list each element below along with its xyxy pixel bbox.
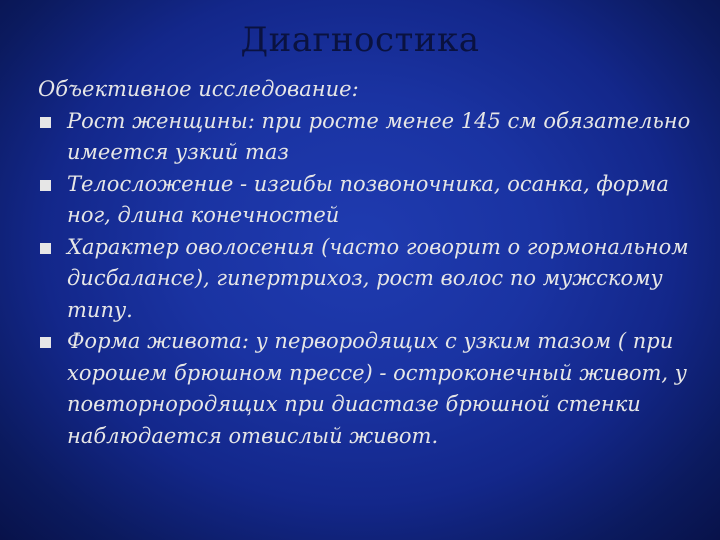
bullet-item bbox=[38, 169, 706, 232]
bullet-text: Телосложение - изгибы позвоночника, осанка, форма ног, длина конечностей bbox=[67, 171, 669, 227]
bullet-text: Форма живота: у первородящих с узким тазом ( при хорошем брюшном прессе) - остроконечный живот, у повторнородящих при диастазе брюшной стенки наблюдается отвислый живот. bbox=[67, 329, 687, 448]
bullet-text: Характер оволосения (часто говорит о гормональном дисбалансе), гипертрихоз, рост волос по мужскому типу. bbox=[67, 234, 689, 322]
bullet-list bbox=[38, 106, 706, 453]
bullet-item bbox=[38, 232, 706, 327]
square-bullet-icon bbox=[40, 243, 51, 254]
bullet-text: Рост женщины: при росте менее 145 см обязательно имеется узкий таз bbox=[67, 108, 691, 164]
slide-title: Диагностика bbox=[240, 20, 480, 60]
slide-content bbox=[38, 74, 706, 452]
subheading: Объективное исследование: bbox=[38, 77, 359, 101]
square-bullet-icon bbox=[40, 337, 51, 348]
bullet-item bbox=[38, 106, 706, 169]
square-bullet-icon bbox=[40, 117, 51, 128]
bullet-item bbox=[38, 326, 706, 452]
square-bullet-icon bbox=[40, 180, 51, 191]
